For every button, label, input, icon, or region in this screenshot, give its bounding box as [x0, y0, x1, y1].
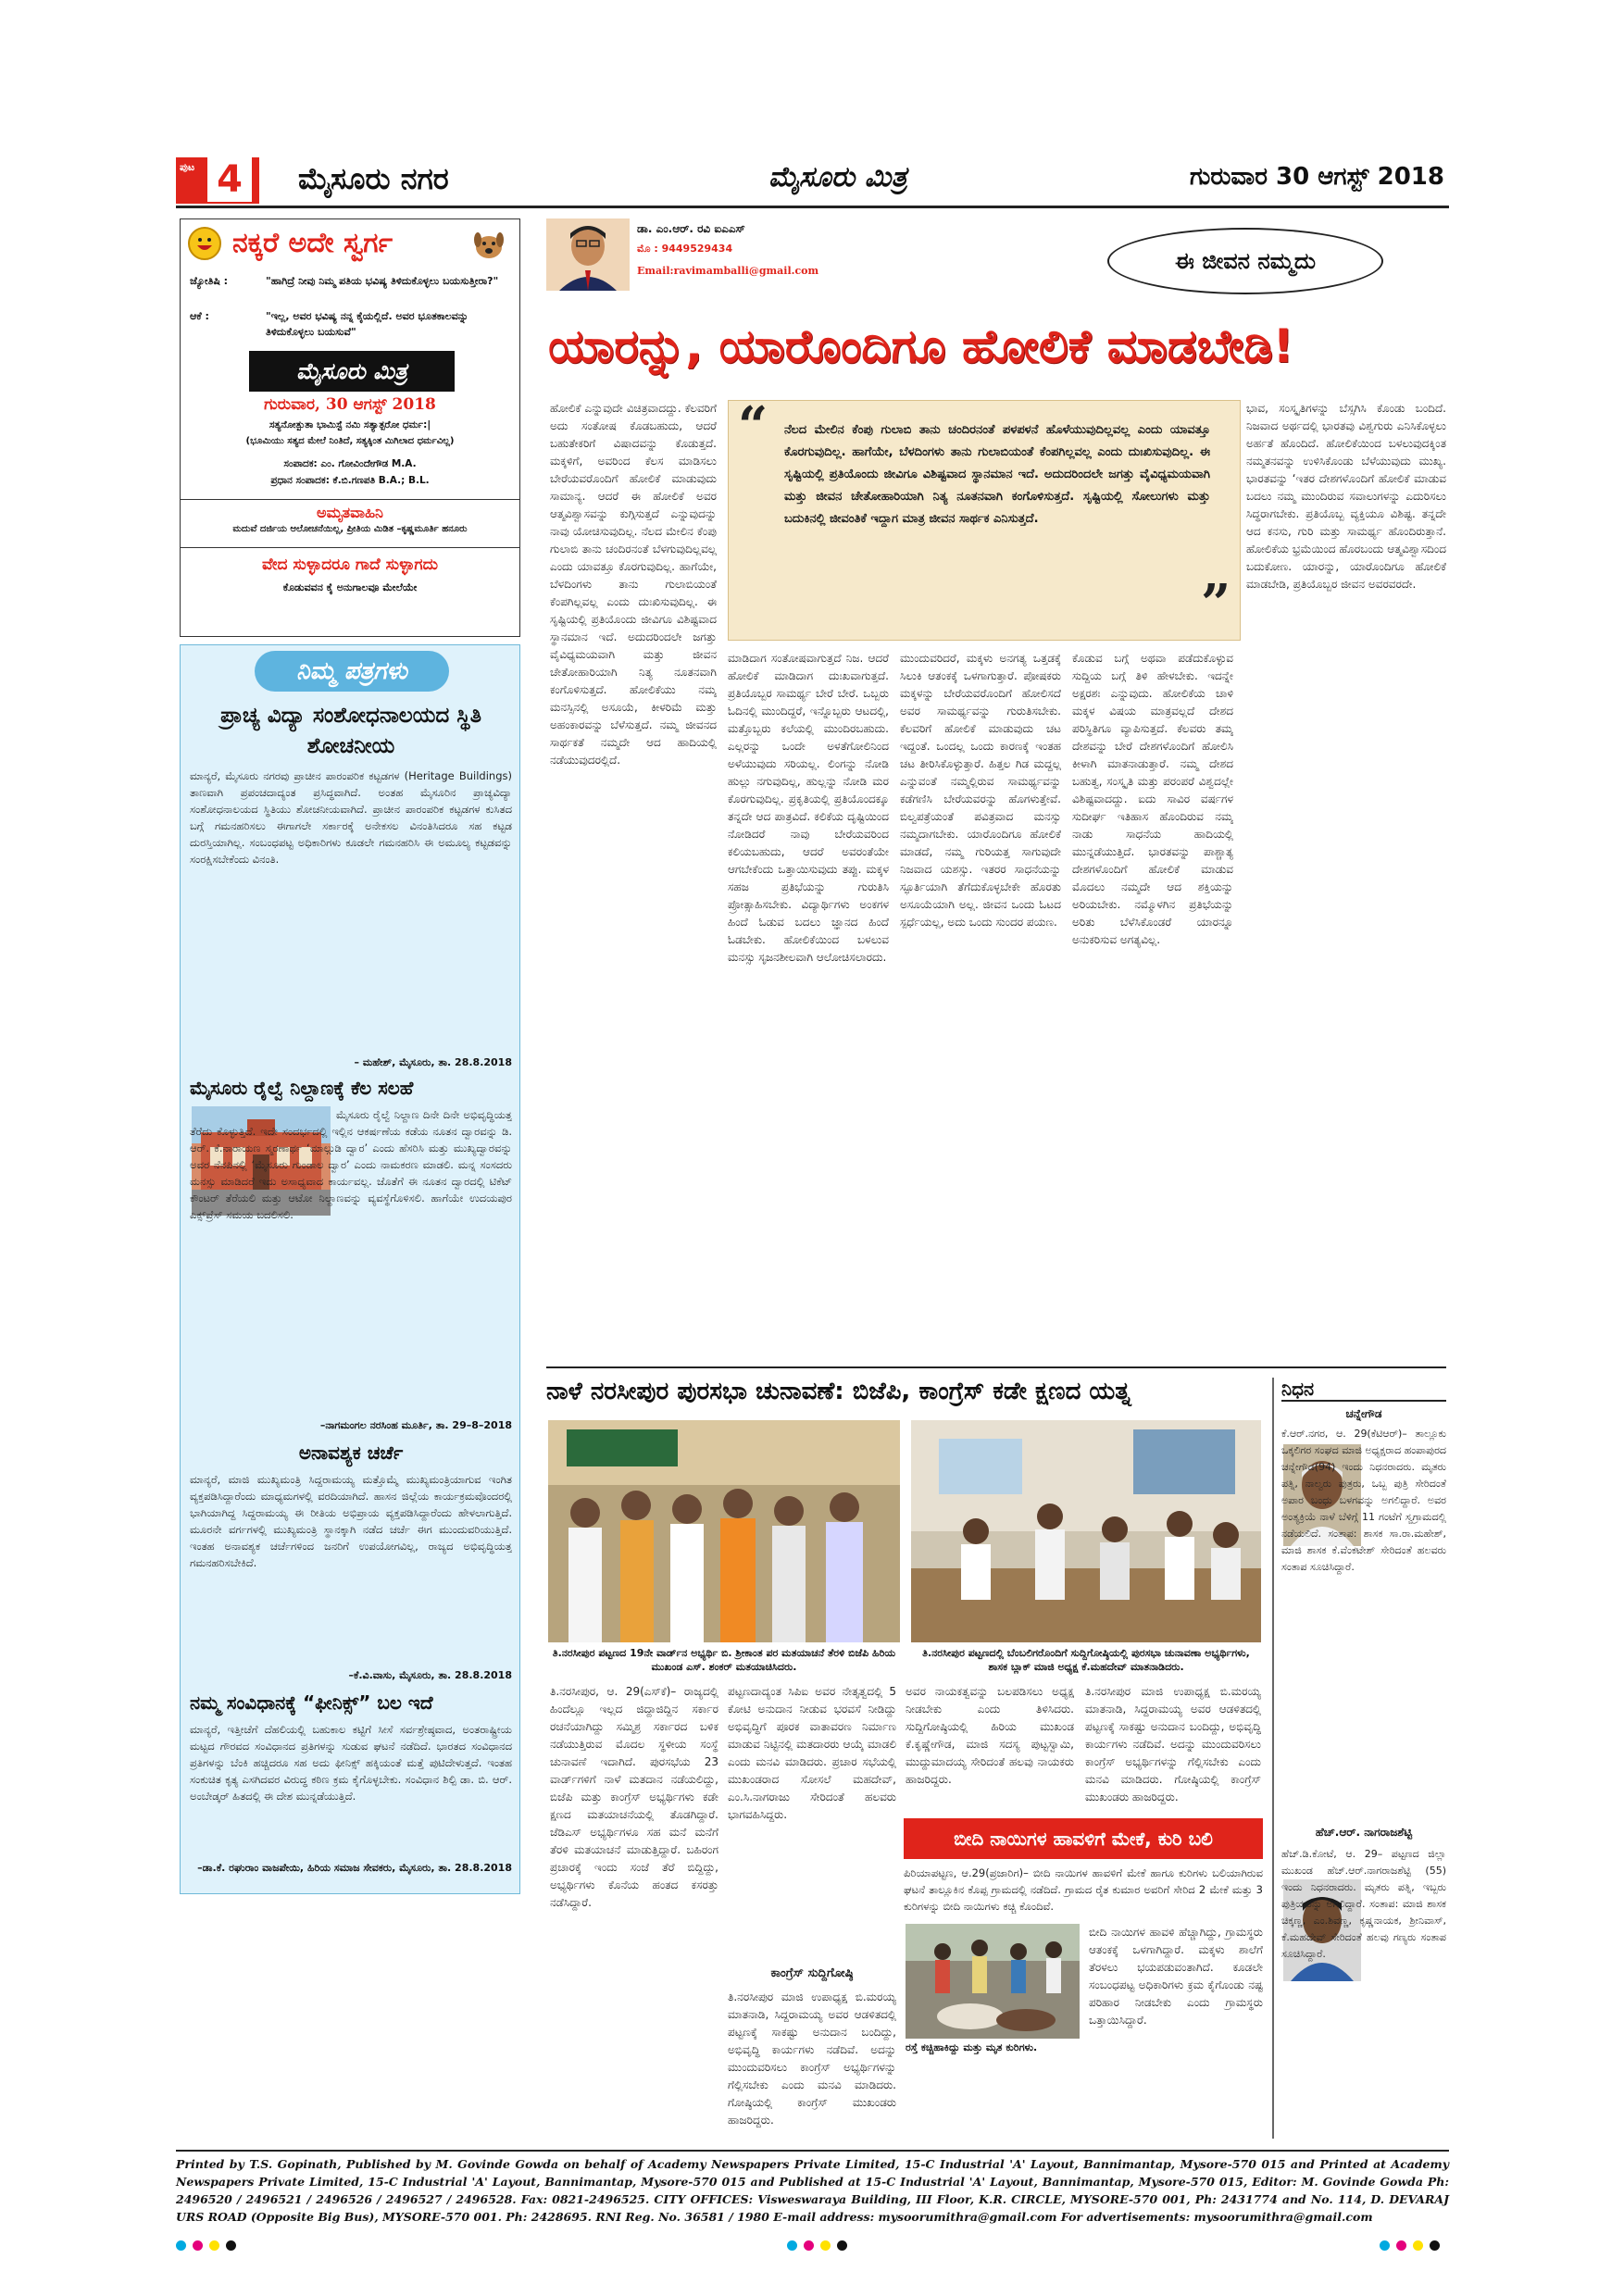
election-photo-left: [548, 1420, 900, 1642]
page-number-box: [176, 157, 259, 204]
black-dot: [226, 2240, 236, 2251]
amritavahini-title: ಅಮೃತವಾಹಿನಿ: [317, 504, 383, 521]
article-col-1: ಹೋಲಿಕೆ ಎನ್ನುವುದೇ ವಿಚಿತ್ರವಾದದ್ದು. ಕೆಲವರಿಗೆ ಅದು ಸಂತೋಷ ಕೊಡಬಹುದು, ಆದರೆ ಬಹುತೇಕರಿಗೆ ವಿಷಾದವನ್ನು ಕೊಡುತ್ತದೆ. ಮಕ್ಕಳಿಗೆ, ಅವರಿಂದ ಕೆಲಸ ಮಾಡಿಸಲು ಬೇರೆಯವರೊಂದಿಗೆ ಹೋಲಿಕೆ ಮಾಡುವುದು ಸಾಮಾನ್ಯ. ಆದರೆ ಈ ಹೋಲಿಕೆ ಅವರ ಆತ್ಮವಿಶ್ವಾಸವನ್ನು ಕುಗ್ಗಿಸುತ್ತದೆ ಎನ್ನುವುದನ್ನು ನಾವು ಯೋಚಿಸುವುದಿಲ್ಲ. ನೆಲದ ಮೇಲಿನ ಕೆಂಪು ಗುಲಾಬಿ ತಾನು ಚಂದಿರನಂತೆ ಬೆಳಗುವುದಿಲ್ಲವಲ್ಲ ಎಂದು ಯಾವತ್ತೂ ಕೊರಗುವುದಿಲ್ಲ. ಹಾಗೆಯೇ, ಬೆಳದಿಂಗಳು ತಾನು ಗುಲಾಬಿಯಂತೆ ಕೆಂಪಗಿಲ್ಲವಲ್ಲ ಎಂದು ದುಃಖಿಸುವುದಿಲ್ಲ. ಈ ಸೃಷ್ಟಿಯಲ್ಲಿ ಪ್ರತಿಯೊಂದು ಜೀವಿಗೂ ವಿಶಿಷ್ಟವಾದ ಸ್ಥಾನಮಾನ ಇದೆ. ಅದುದರಿಂದಲೇ ಜಗತ್ತು ವೈವಿಧ್ಯಮಯವಾಗಿ ಮತ್ತು ಜೀವನ ಚೇತೋಹಾರಿಯಾಗಿ ನಿತ್ಯ ನೂತನವಾಗಿ ಕಂಗೊಳಿಸುತ್ತದೆ. ಹೋಲಿಕೆಯು ನಮ್ಮ ಮನಸ್ಸಿನಲ್ಲಿ ಅಸೂಯೆ, ಕೀಳರಿಮೆ ಮತ್ತು ಅಹಂಕಾರವನ್ನು ಬೆಳೆಸುತ್ತದೆ. ನಮ್ಮ ಜೀವನದ ಸಾರ್ಥಕತೆ ನಮ್ಮದೇ ಆದ ಹಾದಿಯಲ್ಲಿ ನಡೆಯುವುದರಲ್ಲಿದೆ.: [550, 402, 717, 767]
letter-4-signature: –ಡಾ.ಕೆ. ರಘುರಾಂ ವಾಜಪೇಯಿ, ಹಿರಿಯ ಸಮಾಜ ಸೇವಕರು, ಮೈಸೂರು, ತಾ. 28.8.2018: [197, 1862, 512, 1874]
cyan-dot: [787, 2240, 797, 2251]
magenta-dot: [804, 2240, 814, 2251]
nakkare-box: [180, 218, 520, 637]
mini-masthead-date: ಗುರುವಾರ, 30 ಆಗಸ್ಟ್ 2018: [264, 395, 436, 414]
cyan-dot: [176, 2240, 186, 2251]
mini-masthead-box: [249, 351, 455, 392]
header-rule: [176, 206, 1449, 208]
letter-2-title: ಮೈಸೂರು ರೈಲ್ವೆ ನಿಲ್ದಾಣಕ್ಕೆ ಕೆಲ ಸಲಹೆ: [190, 1077, 414, 1099]
author-name: ಡಾ. ಎಂ.ಆರ್. ರವಿ ಐಎಎಸ್: [637, 222, 745, 235]
chief-editor-line: ಪ್ರಧಾನ ಸಂಪಾದಕ: ಕೆ.ಬಿ.ಗಣಪತಿ B.A.; B.L.: [270, 475, 430, 486]
letter-3-title: ಅನಾವಶ್ಯಕ ಚರ್ಚೆ: [298, 1441, 404, 1464]
vedasullu-box: [181, 547, 519, 637]
election-col-1: ತಿ.ನರಸೀಪುರ, ಆ. 29(ಎಸ್‌ಕೆ)– ರಾಜ್ಯದಲ್ಲಿ ಹಿಂದೆಲ್ಲೂ ಇಲ್ಲದ ಜಿದ್ದಾಜಿದ್ದಿನ ಸರ್ಕಾರ ರಚನೆಯಾಗಿದ್ದು ಸಮ್ಮಿಶ್ರ ಸರ್ಕಾರದ ಬಳಿಕ ನಡೆಯುತ್ತಿರುವ ಮೊದಲ ಸ್ಥಳೀಯ ಸಂಸ್ಥೆ ಚುನಾವಣೆ ಇದಾಗಿದೆ. ಪುರಸಭೆಯ 23 ವಾರ್ಡ್‌ಗಳಿಗೆ ನಾಳೆ ಮತದಾನ ನಡೆಯಲಿದ್ದು, ಬಿಜೆಪಿ ಮತ್ತು ಕಾಂಗ್ರೆಸ್ ಅಭ್ಯರ್ಥಿಗಳು ಕಡೇ ಕ್ಷಣದ ಮತಯಾಚನೆಯಲ್ಲಿ ತೊಡಗಿದ್ದಾರೆ. ಜೆಡಿಎಸ್ ಅಭ್ಯರ್ಥಿಗಳೂ ಸಹ ಮನೆ ಮನೆಗೆ ತೆರಳಿ ಮತಯಾಚನೆ ಮಾಡುತ್ತಿದ್ದಾರೆ. ಬಹಿರಂಗ ಪ್ರಚಾರಕ್ಕೆ ಇಂದು ಸಂಜೆ ತೆರೆ ಬಿದ್ದಿದ್ದು, ಅಭ್ಯರ್ಥಿಗಳು ಕೊನೆಯ ಹಂತದ ಕಸರತ್ತು ನಡೆಸಿದ್ದಾರೆ.: [550, 1685, 718, 1909]
nakkare-title: ನಕ್ಕರೆ ಅದೇ ಸ್ವರ್ಗ: [232, 227, 394, 259]
election-col-4: ಅವರ ನಾಯಕತ್ವವನ್ನು ಬಲಪಡಿಸಲು ಅಧ್ಯಕ್ಷ ನೀಡಬೇಕು ಎಂದು ತಿಳಿಸಿದರು. ಸುದ್ದಿಗೋಷ್ಠಿಯಲ್ಲಿ ಹಿರಿಯ ಮುಖಂಡ ಕೆ.ಕೃಷ್ಣೇಗೌಡ, ಮಾಜಿ ಸದಸ್ಯ ಪುಟ್ಟಸ್ವಾಮಿ, ಮುದ್ದುಮಾದಯ್ಯ ಸೇರಿದಂತೆ ಹಲವು ನಾಯಕರು ಹಾಜರಿದ್ದರು.: [906, 1685, 1074, 1786]
author-photo: [546, 218, 630, 291]
bidi-caption: ರಸ್ತೆ ಕಚ್ಚಿಹಾಕಿದ್ದು ಮತ್ತು ಮೃತ ಕುರಿಗಳು.: [906, 2041, 1038, 2053]
black-dot: [837, 2240, 847, 2251]
mini-masthead-name: ಮೈಸೂರು ಮಿತ್ರ: [296, 358, 407, 384]
section-title: ಮೈಸೂರು ನಗರ: [298, 161, 449, 196]
close-quote-icon: ”: [1201, 573, 1231, 634]
joke-question: "ಹಾಗಿದ್ರೆ ನೀವು ನಿಮ್ಮ ಪತಿಯ ಭವಿಷ್ಯ ತಿಳಿದುಕೊಳ್ಳಲು ಬಯಸುತ್ತೀರಾ?": [266, 275, 499, 287]
motto-line-1: ಸತ್ಯನೋತ್ಪುತಾ ಭಾಮಿಸ್ಟೆ ನಮಿ ಸತ್ಯಾತ್ಪರೋ ಧರ್ಮ:|: [269, 419, 431, 430]
election-col-3: ತಿ.ನರಸೀಪುರ ಮಾಜಿ ಉಪಾಧ್ಯಕ್ಷ ಬಿ.ಮರಯ್ಯ ಮಾತನಾಡಿ, ಸಿದ್ದರಾಮಯ್ಯ ಅವರ ಆಡಳಿತದಲ್ಲಿ ಪಟ್ಟಣಕ್ಕೆ ಸಾಕಷ್ಟು ಅನುದಾನ ಬಂದಿದ್ದು, ಅಭಿವೃದ್ಧಿ ಕಾರ್ಯಗಳು ನಡೆದಿವೆ. ಅದನ್ನು ಮುಂದುವರಿಸಲು ಕಾಂಗ್ರೆಸ್ ಅಭ್ಯರ್ಥಿಗಳನ್ನು ಗೆಲ್ಲಿಸಬೇಕು ಎಂದು ಮನವಿ ಮಾಡಿದರು. ಗೋಷ್ಠಿಯಲ್ಲಿ ಕಾಂಗ್ರೆಸ್ ಮುಖಂಡರು ಹಾಜರಿದ್ದರು.: [728, 1990, 896, 2127]
letter-1-title: ಪ್ರಾಚ್ಯ ವಿದ್ಯಾ ಸಂಶೋಧನಾಲಯದ ಸ್ಥಿತಿ ಶೋಚನೀಯ: [220, 704, 481, 758]
laugh-icon: [188, 227, 221, 260]
letter-3-body: ಮಾನ್ಯರೆ, ಮಾಜಿ ಮುಖ್ಯಮಂತ್ರಿ ಸಿದ್ದರಾಮಯ್ಯ ಮತ್ತೊಮ್ಮೆ ಮುಖ್ಯಮಂತ್ರಿಯಾಗುವ ಇಂಗಿತ ವ್ಯಕ್ತಪಡಿಸಿದ್ದಾರೆಂದು ಮಾಧ್ಯಮಗಳಲ್ಲಿ ವರದಿಯಾಗಿದೆ. ಹಾಸನ ಜಿಲ್ಲೆಯ ಕಾರ್ಯಕ್ರಮವೊಂದರಲ್ಲಿ ಭಾಗಿಯಾಗಿದ್ದ ಸಿದ್ದರಾಮಯ್ಯ ಈ ರೀತಿಯ ಅಭಿಪ್ರಾಯ ವ್ಯಕ್ತಪಡಿಸಿದ್ದಾರೆಂದು ಹೇಳಲಾಗುತ್ತಿದೆ. ಮೂರನೇ ವರ್ಗಗಳಲ್ಲಿ ಮುಖ್ಯಮಂತ್ರಿ ಸ್ಥಾನಕ್ಕಾಗಿ ನಡೆದ ಚರ್ಚೆ ಈಗ ಮುಂದುವರಿಯುತ್ತಿದೆ. ಇಂತಹ ಅನಾವಶ್ಯಕ ಚರ್ಚೆಗಳಿಂದ ಜನರಿಗೆ ಉಪಯೋಗವಿಲ್ಲ, ರಾಜ್ಯದ ಅಭಿವೃದ್ಧಿಯತ್ತ ಗಮನಹರಿಸಬೇಕಿದೆ.: [190, 1473, 512, 1569]
dog-icon: [469, 225, 508, 264]
election-col-2: ಪಟ್ಟಣದಾದ್ಯಂತ ಸಿಪಿಐ ಅವರ ನೇತೃತ್ವದಲ್ಲಿ 5 ಕೋಟಿ ಅನುದಾನ ನೀಡುವ ಭರವಸೆ ನೀಡಿದ್ದು ಅಭಿವೃದ್ಧಿಗೆ ಪೂರಕ ವಾತಾವರಣ ನಿರ್ಮಾಣ ಮಾಡುವ ನಿಟ್ಟಿನಲ್ಲಿ ಮತದಾರರು ಆಯ್ಕೆ ಮಾಡಲಿ ಎಂದು ಮನವಿ ಮಾಡಿದರು. ಪ್ರಚಾರ ಸಭೆಯಲ್ಲಿ ಮುಖಂಡರಾದ ಸೋಸಲೆ ಮಹದೇವ್, ಎಂ.ಸಿ.ನಾಗರಾಜು ಸೇರಿದಂತೆ ಹಲವರು ಭಾಗವಹಿಸಿದ್ದರು.: [728, 1685, 896, 1821]
nidhana-rule: [1272, 1378, 1274, 2139]
author-email: Email:ravimamballi@gmail.com: [637, 265, 819, 277]
pullquote-box: [728, 395, 1241, 641]
article-col-4: ಕೊಡುವ ಬಗ್ಗೆ ಅಥವಾ ಪಡೆದುಕೊಳ್ಳುವ ಸುದ್ದಿಯ ಬಗ್ಗೆ ತಿಳಿ ಹೇಳಬೇಕು. ಇದನ್ನೇ ಅಕ್ಷರಶಃ ಎನ್ನುವುದು. ಹೋಲಿಕೆಯ ಚಾಳಿ ಮಕ್ಕಳ ವಿಷಯ ಮಾತ್ರವಲ್ಲದೆ ದೇಶದ ಪರಿಸ್ಥಿತಿಗೂ ವ್ಯಾಪಿಸುತ್ತದೆ. ಕೆಲವರು ತಮ್ಮ ದೇಶವನ್ನು ಬೇರೆ ದೇಶಗಳೊಂದಿಗೆ ಹೋಲಿಸಿ ಕೀಳಾಗಿ ಮಾತನಾಡುತ್ತಾರೆ. ನಮ್ಮ ದೇಶದ ಬಹುತ್ವ, ಸಂಸ್ಕೃತಿ ಮತ್ತು ಪರಂಪರೆ ವಿಶ್ವದಲ್ಲೇ ವಿಶಿಷ್ಟವಾದದ್ದು. ಐದು ಸಾವಿರ ವರ್ಷಗಳ ಸುದೀರ್ಘ ಇತಿಹಾಸ ಹೊಂದಿರುವ ನಮ್ಮ ನಾಡು ಸಾಧನೆಯ ಹಾದಿಯಲ್ಲಿ ಮುನ್ನಡೆಯುತ್ತಿದೆ. ಭಾರತವನ್ನು ಪಾಶ್ಚಾತ್ಯ ದೇಶಗಳೊಂದಿಗೆ ಹೋಲಿಕೆ ಮಾಡುವ ಮೊದಲು ನಮ್ಮದೇ ಆದ ಶಕ್ತಿಯನ್ನು ಅರಿಯಬೇಕು. ನಮ್ಮೊಳಗಿನ ಪ್ರತಿಭೆಯನ್ನು ಅರಿತು ಬೆಳೆಸಿಕೊಂಡರೆ ಯಾರನ್ನೂ ಅನುಕರಿಸುವ ಅಗತ್ಯವಿಲ್ಲ.: [1072, 652, 1233, 946]
nidhana-heading: ನಿಧನ: [1281, 1378, 1446, 1402]
article-col-2: ಮಾಡಿದಾಗ ಸಂತೋಷವಾಗುತ್ತದೆ ನಿಜ. ಆದರೆ ಹೋಲಿಕೆ ಮಾಡಿದಾಗ ದುಃಖವಾಗುತ್ತದೆ. ಪ್ರತಿಯೊಬ್ಬರ ಸಾಮರ್ಥ್ಯ ಬೇರೆ ಬೇರೆ. ಒಬ್ಬರು ಓದಿನಲ್ಲಿ ಮುಂದಿದ್ದರೆ, ಇನ್ನೊಬ್ಬರು ಆಟದಲ್ಲಿ, ಮತ್ತೊಬ್ಬರು ಕಲೆಯಲ್ಲಿ ಮುಂದಿರಬಹುದು. ಎಲ್ಲರನ್ನು ಒಂದೇ ಅಳತೆಗೋಲಿನಿಂದ ಅಳೆಯುವುದು ಸರಿಯಲ್ಲ. ಲಿಂಗನ್ನು ನೋಡಿ ಹುಲ್ಲು ನಗುವುದಿಲ್ಲ, ಹುಲ್ಲನ್ನು ನೋಡಿ ಮರ ಕೊರಗುವುದಿಲ್ಲ. ಪ್ರಕೃತಿಯಲ್ಲಿ ಪ್ರತಿಯೊಂದಕ್ಕೂ ತನ್ನದೇ ಆದ ಪಾತ್ರವಿದೆ. ಕಲಿಕೆಯ ದೃಷ್ಟಿಯಿಂದ ನೋಡಿದರೆ ನಾವು ಬೇರೆಯವರಿಂದ ಕಲಿಯಬಹುದು, ಆದರೆ ಅವರಂತೆಯೇ ಆಗಬೇಕೆಂದು ಒತ್ತಾಯಿಸುವುದು ತಪ್ಪು. ಮಕ್ಕಳ ಸಹಜ ಪ್ರತಿಭೆಯನ್ನು ಗುರುತಿಸಿ ಪ್ರೋತ್ಸಾಹಿಸಬೇಕು. ವಿದ್ಯಾರ್ಥಿಗಳು ಅಂಕಗಳ ಹಿಂದೆ ಓಡುವ ಬದಲು ಜ್ಞಾನದ ಹಿಂದೆ ಓಡಬೇಕು. ಹೋಲಿಕೆಯಿಂದ ಬಳಲುವ ಮನಸ್ಸು ಸೃಜನಶೀಲವಾಗಿ ಆಲೋಚಿಸಲಾರದು.: [728, 652, 889, 964]
obit-2-text: ಹೆಚ್.ಡಿ.ಕೋಟೆ, ಆ. 29– ಪಟ್ಟಣದ ಜಿಲ್ಲಾ ಮುಖಂಡ ಹೆಚ್.ಆರ್.ನಾಗರಾಜಶೆಟ್ಟಿ (55) ಇಂದು ನಿಧನರಾದರು. ಮೃತರು ಪತ್ನಿ, ಇಬ್ಬರು ಪುತ್ರಿಯರನ್ನು ಅಗಲಿದ್ದಾರೆ. ಸಂತಾಪ: ಮಾಜಿ ಶಾಸಕ ಚಿಕ್ಕಣ್ಣ, ಎಂ.ಶಿವಣ್ಣ, ಕೃಷ್ಣನಾಯಕ, ಶ್ರೀನಿವಾಸ್, ಕೆ.ಮಹದೇವ್ ಸೇರಿದಂತೆ ಹಲವು ಗಣ್ಯರು ಸಂತಾಪ ಸೂಚಿಸಿದ್ದಾರೆ.: [1281, 1848, 1446, 1960]
bidi-photo: [906, 1924, 1080, 2039]
header-date: ಗುರುವಾರ 30 ಆಗಸ್ಟ್ 2018: [1189, 163, 1444, 191]
main-headline: ಯಾರನ್ನು, ಯಾರೊಂದಿಗೂ ಹೋಲಿಕೆ ಮಾಡಬೇಡಿ!: [548, 319, 1294, 373]
obit-1-text: ಕೆ.ಆರ್.ನಗರ, ಆ. 29(ಕೆಟಿಆರ್)– ತಾಲ್ಲೂಕು ಒಕ್ಕಲಿಗರ ಸಂಘದ ಮಾಜಿ ಅಧ್ಯಕ್ಷರಾದ ಹಂಪಾಪುರದ ಚನ್ನೇಗೌಡ(94) ಇಂದು ನಿಧನರಾದರು. ಮೃತರು ಪತ್ನಿ, ನಾಲ್ವರು ಪುತ್ರರು, ಒಬ್ಬ ಪುತ್ರಿ ಸೇರಿದಂತೆ ಅಪಾರ ಬಂಧು ಬಳಗವನ್ನು ಅಗಲಿದ್ದಾರೆ. ಅವರ ಅಂತ್ಯಕ್ರಿಯೆ ನಾಳೆ ಬೆಳಿಗ್ಗೆ 11 ಗಂಟೆಗೆ ಸ್ವಗ್ರಾಮದಲ್ಲಿ ನಡೆಯಲಿದೆ. ಸಂತಾಪ: ಶಾಸಕ ಸಾ.ರಾ.ಮಹೇಶ್, ಮಾಜಿ ಶಾಸಕ ಕೆ.ವೆಂಕಟೇಶ್ ಸೇರಿದಂತೆ ಹಲವರು ಸಂತಾಪ ಸೂಚಿಸಿದ್ದಾರೆ.: [1281, 1428, 1446, 1573]
column-title: ಈ ಜೀವನ ನಮ್ಮದು: [1175, 248, 1316, 274]
vedasullu-title: ವೇದ ಸುಳ್ಳಾದರೂ ಗಾದೆ ಸುಳ್ಳಾಗದು: [262, 555, 438, 574]
black-dot: [1430, 2240, 1440, 2251]
cyan-dot: [1380, 2240, 1390, 2251]
joke-question-label: ಜ್ಯೋತಿಷಿ :: [190, 275, 229, 287]
letters-heading-banner: [255, 651, 449, 692]
letter-2-signature: –ನಾಗಮಂಗಲ ನರಸಿಂಹ ಮೂರ್ತಿ, ತಾ. 29–8–2018: [319, 1419, 512, 1431]
election-headline: ನಾಳೆ ನರಸೀಪುರ ಪುರಸಭಾ ಚುನಾವಣೆ: ಬಿಜೆಪಿ, ಕಾಂಗ್ರೆಸ್ ಕಡೇ ಕ್ಷಣದ ಯತ್ನ: [546, 1378, 1131, 1405]
bidi-headline-bar: [904, 1818, 1263, 1859]
obit-1-name: ಚನ್ನೇಗೌಡ: [1345, 1407, 1382, 1420]
letter-4-title: ನಮ್ಮ ಸಂವಿಧಾನಕ್ಕೆ “ಫೀನಿಕ್ಸ್” ಬಲ ಇದೆ: [190, 1691, 433, 1714]
yellow-dot: [209, 2240, 219, 2251]
letter-3-signature: –ಕೆ.ವಿ.ವಾಸು, ಮೈಸೂರು, ತಾ. 28.8.2018: [348, 1669, 512, 1681]
yellow-dot: [820, 2240, 831, 2251]
letter-1-body: ಮಾನ್ಯರೆ, ಮೈಸೂರು ನಗರವು ಪ್ರಾಚೀನ ಪಾರಂಪರಿಕ ಕಟ್ಟಡಗಳ (Heritage Buildings) ತಾಣವಾಗಿ ಪ್ರಪಂಚದಾದ್ಯಂತ ಪ್ರಸಿದ್ಧವಾಗಿದೆ. ಅಂತಹ ಮೈಸೂರಿನ ಪ್ರಾಚ್ಯವಿದ್ಯಾ ಸಂಶೋಧನಾಲಯದ ಸ್ಥಿತಿಯು ಶೋಚನೀಯವಾಗಿದೆ. ಪ್ರಾಚೀನ ಪಾರಂಪರಿಕ ಕಟ್ಟಡಗಳ ಕುಸಿತದ ಬಗ್ಗೆ ಗಮನಹರಿಸಲು ಈಗಾಗಲೇ ಸರ್ಕಾರಕ್ಕೆ ಅನೇಕಸಲ ವಿನಂತಿಸಿದರೂ ಸಹ ಕಟ್ಟಡ ದುರಸ್ತಿಯಾಗಿಲ್ಲ. ಸಂಬಂಧಪಟ್ಟ ಅಧಿಕಾರಿಗಳು ಕೂಡಲೇ ಗಮನಹರಿಸಿ ಈ ಅಮೂಲ್ಯ ಕಟ್ಟಡವನ್ನು ಸಂರಕ್ಷಿಸಬೇಕೆಂದು ವಿನಂತಿ.: [190, 769, 512, 866]
page-number: 4: [207, 157, 252, 202]
election-col-5: ತಿ.ನರಸೀಪುರ ಮಾಜಿ ಉಪಾಧ್ಯಕ್ಷ ಬಿ.ಮರಯ್ಯ ಮಾತನಾಡಿ, ಸಿದ್ದರಾಮಯ್ಯ ಅವರ ಆಡಳಿತದಲ್ಲಿ ಪಟ್ಟಣಕ್ಕೆ ಸಾಕಷ್ಟು ಅನುದಾನ ಬಂದಿದ್ದು, ಅಭಿವೃದ್ಧಿ ಕಾರ್ಯಗಳು ನಡೆದಿವೆ. ಅದನ್ನು ಮುಂದುವರಿಸಲು ಕಾಂಗ್ರೆಸ್ ಅಭ್ಯರ್ಥಿಗಳನ್ನು ಗೆಲ್ಲಿಸಬೇಕು ಎಂದು ಮನವಿ ಮಾಡಿದರು. ಗೋಷ್ಠಿಯಲ್ಲಿ ಕಾಂಗ್ರೆಸ್ ಮುಖಂಡರು ಹಾಜರಿದ್ದರು.: [1085, 1685, 1261, 1803]
joke-answer-label: ಆಕೆ :: [190, 310, 209, 322]
letters-heading: ನಿಮ್ಮ ಪತ್ರಗಳು: [296, 657, 407, 685]
yellow-dot: [1413, 2240, 1423, 2251]
bidi-lead: ಪಿರಿಯಾಪಟ್ಟಣ, ಆ.29(ಪ್ರಜಾರಿಗ)– ಬೀದಿ ನಾಯಿಗಳ ಹಾವಳಿಗೆ ಮೇಕೆ ಹಾಗೂ ಕುರಿಗಳು ಬಲಿಯಾಗಿರುವ ಘಟನೆ ತಾಲ್ಲೂಕಿನ ಕೊಪ್ಪ ಗ್ರಾಮದಲ್ಲಿ ನಡೆದಿದೆ. ಗ್ರಾಮದ ರೈತ ಕುಮಾರ ಅವರಿಗೆ ಸೇರಿದ 2 ಮೇಕೆ ಮತ್ತು 3 ಕುರಿಗಳನ್ನು ಬೀದಿ ನಾಯಿಗಳು ಕಚ್ಚಿ ಕೊಂದಿವೆ.: [904, 1866, 1263, 1913]
letter-4-body: ಮಾನ್ಯರೆ, ಇತ್ತೀಚೆಗೆ ದೆಹಲಿಯಲ್ಲಿ ಬಹುಕಾಲ ಕಟ್ಟಿಗೆ ಸೀಸೆ ಸರ್ವಶ್ರೇಷ್ಠವಾದ, ಅಂತರಾಷ್ಟ್ರೀಯ ಮಟ್ಟದ ಗೌರವದ ಸಂವಿಧಾನದ ಪ್ರತಿಗಳನ್ನು ಸುಡುವ ಘಟನೆ ನಡೆದಿದೆ. ಭಾರತದ ಸಂವಿಧಾನದ ಪ್ರತಿಗಳನ್ನು ಬೆಂಕಿ ಹಚ್ಚಿದರೂ ಸಹ ಅದು ಫೀನಿಕ್ಸ್ ಹಕ್ಕಿಯಂತೆ ಮತ್ತೆ ಪುಟಿದೇಳುತ್ತದೆ. ಇಂತಹ ಸಂಕುಚಿತ ಕೃತ್ಯ ಎಸಗಿದವರ ವಿರುದ್ಧ ಕಠಿಣ ಕ್ರಮ ಕೈಗೊಳ್ಳಬೇಕು. ಸಂವಿಧಾನ ಶಿಲ್ಪಿ ಡಾ. ಬಿ. ಆರ್. ಅಂಬೇಡ್ಕರ್ ಹಿತದಲ್ಲಿ ಈ ದೇಶ ಮುನ್ನಡೆಯುತ್ತಿದೆ.: [190, 1723, 512, 1803]
amritavahini-text: ಮದುವೆ ದರ್ಜಿಯ ಆಲೋಚನೆಯಿಲ್ಲ, ಪ್ರೀತಿಯ ಮಿಡಿತ –ಕೃಷ್ಣಮೂರ್ತಿ ಹನೂರು: [232, 524, 468, 534]
letter-1-signature: – ಮಹೇಶ್, ಮೈಸೂರು, ತಾ. 28.8.2018: [354, 1056, 512, 1068]
election-subhead: ಕಾಂಗ್ರೆಸ್ ಸುದ್ದಿಗೋಷ್ಠಿ: [770, 1966, 854, 1980]
registration-dots-right: [1380, 2237, 1446, 2254]
pullquote-text: ನೆಲದ ಮೇಲಿನ ಕೆಂಪು ಗುಲಾಬಿ ತಾನು ಚಂದಿರನಂತೆ ಪಳಪಳನೆ ಹೊಳೆಯುವುದಿಲ್ಲವಲ್ಲ ಎಂದು ಯಾವತ್ತೂ ಕೊರಗುವುದಿಲ್ಲ. ಹಾಗೆಯೇ, ಬೆಳದಿಂಗಳು ತಾನು ಗುಲಾಬಿಯಂತೆ ಕೆಂಪಗಿಲ್ಲವಲ್ಲ ಎಂದು ದುಃಖಿಸುವುದಿಲ್ಲ. ಈ ಸೃಷ್ಟಿಯಲ್ಲಿ ಪ್ರತಿಯೊಂದು ಜೀವಿಗೂ ವಿಶಿಷ್ಟವಾದ ಸ್ಥಾನಮಾನ ಇದೆ. ಅದುದರಿಂದಲೇ ಜಗತ್ತು ವೈವಿಧ್ಯಮಯವಾಗಿ ಮತ್ತು ಜೀವನ ಚೇತೋಹಾರಿಯಾಗಿ ನಿತ್ಯ ನೂತನವಾಗಿ ಕಂಗೊಳಿಸುತ್ತದೆ. ಸೃಷ್ಟಿಯಲ್ಲಿ ಸೋಲುಗಳು ಮತ್ತು ಬದುಕಿನಲ್ಲಿ ಜೀವಂತಿಕೆ ಇದ್ದಾಗ ಮಾತ್ರ ಜೀವನ ಸಾರ್ಥಕ ಎನಿಸುತ್ತದೆ.: [784, 423, 1210, 526]
column-title-oval: [1107, 228, 1383, 294]
registration-dots-left: [176, 2237, 243, 2254]
article-bottom-rule: [546, 1366, 1446, 1368]
article-col-5: ಭಾವ, ಸಂಸ್ಕೃತಿಗಳನ್ನು ಬೆಸ್ಸಗಿಸಿ ಕೊಂಡು ಬಂದಿದೆ. ನಿಜವಾದ ಅರ್ಥದಲ್ಲಿ ಭಾರತವು ವಿಶ್ವಗುರು ಎನಿಸಿಕೊಳ್ಳಲು ಅರ್ಹತೆ ಹೊಂದಿದೆ. ಹೋಲಿಕೆಯಿಂದ ಬಳಲುವುದಕ್ಕಿಂತ ನಮ್ಮತನವನ್ನು ಉಳಿಸಿಕೊಂಡು ಬೆಳೆಯುವುದು ಮುಖ್ಯ. ಭಾರತವನ್ನು ‘ಇತರ ದೇಶಗಳೊಂದಿಗೆ ಹೋಲಿಕೆ ಮಾಡುವ ಬದಲು ನಮ್ಮ ಮುಂದಿರುವ ಸವಾಲುಗಳನ್ನು ಎದುರಿಸಲು ಸಿದ್ಧರಾಗಬೇಕು. ಪ್ರತಿಯೊಬ್ಬ ವ್ಯಕ್ತಿಯೂ ವಿಶಿಷ್ಟ. ತನ್ನದೇ ಆದ ಕನಸು, ಗುರಿ ಮತ್ತು ಸಾಮರ್ಥ್ಯ ಹೊಂದಿರುತ್ತಾನೆ. ಹೋಲಿಕೆಯ ಭ್ರಮೆಯಿಂದ ಹೊರಬಂದು ಆತ್ಮವಿಶ್ವಾಸದಿಂದ ಬದುಕೋಣ. ಯಾರನ್ನು, ಯಾರೊಂದಿಗೂ ಹೋಲಿಕೆ ಮಾಡಬೇಡಿ, ಪ್ರತಿಯೊಬ್ಬರ ಜೀವನ ಅವರವರದೇ.: [1246, 402, 1446, 591]
bidi-body: ಬೀದಿ ನಾಯಿಗಳ ಹಾವಳಿ ಹೆಚ್ಚಾಗಿದ್ದು, ಗ್ರಾಮಸ್ಥರು ಆತಂಕಕ್ಕೆ ಒಳಗಾಗಿದ್ದಾರೆ. ಮಕ್ಕಳು ಶಾಲೆಗೆ ತೆರಳಲು ಭಯಪಡುವಂತಾಗಿದೆ. ಕೂಡಲೇ ಸಂಬಂಧಪಟ್ಟ ಅಧಿಕಾರಿಗಳು ಕ್ರಮ ಕೈಗೊಂಡು ನಷ್ಟ ಪರಿಹಾರ ನೀಡಬೇಕು ಎಂದು ಗ್ರಾಮಸ್ಥರು ಒತ್ತಾಯಿಸಿದ್ದಾರೆ.: [1089, 1926, 1263, 2027]
obit-2-name: ಹೆಚ್.ಆರ್. ನಾಗರಾಜಶೆಟ್ಟಿ: [1315, 1826, 1413, 1839]
footer-imprint: Printed by T.S. Gopinath, Published by M. Govinde Gowda on behalf of Academy Newspapers Private Limited, 15-C Industrial 'A' Layout, Bannimantap, Mysore-570 015 and Printed at Academy Newspapers Private Limited, 15-C Industrial 'A' Layout, Bannimantap, Mysore-570 015 and Published at 15-C Industrial 'A' Layout, Bannimantap, Mysore-570 015, Editor: M. Govinde Gowda Ph: 2496520 / 2496521 / 2496526 / 2496527 / 2496528. Fax: 0821-2496525. CITY OFFICES: Visweswaraya Building, III Floor, K.R. CIRCLE, MYSORE-570 001, Ph: 2431774 and No. 114, D. DEVARAJ URS ROAD (Opposite Big Bus), MYSORE-570 001. Ph: 2428695. RNI Reg. No. 36581 / 1980 E-mail address: mysoorumithra@gmail.com For advertisements: mysoorumithra@gmail.com: [176, 2157, 1449, 2224]
election-photo-right: [911, 1420, 1261, 1642]
election-caption-left: ತಿ.ನರಸೀಪುರ ಪಟ್ಟಣದ 19ನೇ ವಾರ್ಡ್‌ನ ಅಭ್ಯರ್ಥಿ ಬಿ. ಶ್ರೀಕಾಂತ ಪರ ಮತಯಾಚನೆ ತೆರಳಿ ಬಿಜೆಪಿ ಹಿರಿಯ ಮುಖಂಡ ಎಸ್. ಶಂಕರ್ ಮತಯಾಚಿಸಿದರು.: [552, 1647, 896, 1673]
election-caption-right: ತಿ.ನರಸೀಪುರ ಪಟ್ಟಣದಲ್ಲಿ ಬೆಂಬಲಿಗರೊಂದಿಗೆ ಸುದ್ದಿಗೋಷ್ಠಿಯಲ್ಲಿ ಪುರಸಭಾ ಚುನಾವಣಾ ಅಭ್ಯರ್ಥಿಗಳು, ಶಾಸಕ ಬ್ಲಾಕ್ ಮಾಜಿ ಅಧ್ಯಕ್ಷ ಕೆ.ಮಹದೇವ್ ಮಾತನಾಡಿದರು.: [922, 1647, 1250, 1673]
article-col-3: ಮುಂದುವರಿದರೆ, ಮಕ್ಕಳು ಅನಗತ್ಯ ಒತ್ತಡಕ್ಕೆ ಸಿಲುಕಿ ಆತಂಕಕ್ಕೆ ಒಳಗಾಗುತ್ತಾರೆ. ಪೋಷಕರು ಮಕ್ಕಳನ್ನು ಬೇರೆಯವರೊಂದಿಗೆ ಹೋಲಿಸದೆ ಅವರ ಸಾಮರ್ಥ್ಯವನ್ನು ಗುರುತಿಸಬೇಕು. ಕೆಲವರಿಗೆ ಹೋಲಿಕೆ ಮಾಡುವುದು ಚಟ ಇದ್ದಂತೆ. ಒಂದಲ್ಲ ಒಂದು ಕಾರಣಕ್ಕೆ ಇಂತಹ ಚಟ ತೀರಿಸಿಕೊಳ್ಳುತ್ತಾರೆ. ಹಿತ್ತಲ ಗಿಡ ಮದ್ದಲ್ಲ ಎನ್ನುವಂತೆ ನಮ್ಮಲ್ಲಿರುವ ಸಾಮರ್ಥ್ಯವನ್ನು ಕಡೆಗಣಿಸಿ ಬೇರೆಯವರನ್ನು ಹೊಗಳುತ್ತೇವೆ. ಬಿಲ್ವಪತ್ರೆಯಂತೆ ಪವಿತ್ರವಾದ ಮನಸ್ಸು ನಮ್ಮದಾಗಬೇಕು. ಯಾರೊಂದಿಗೂ ಹೋಲಿಕೆ ಮಾಡದೆ, ನಮ್ಮ ಗುರಿಯತ್ತ ಸಾಗುವುದೇ ನಿಜವಾದ ಯಶಸ್ಸು. ಇತರರ ಸಾಧನೆಯನ್ನು ಸ್ಫೂರ್ತಿಯಾಗಿ ತೆಗೆದುಕೊಳ್ಳಬೇಕೇ ಹೊರತು ಅಸೂಯೆಯಾಗಿ ಅಲ್ಲ. ಜೀವನ ಒಂದು ಓಟದ ಸ್ಪರ್ಧೆಯಲ್ಲ, ಅದು ಒಂದು ಸುಂದರ ಪಯಣ.: [900, 652, 1061, 929]
magenta-dot: [1396, 2240, 1406, 2251]
letter-2-body: ಮೈಸೂರು ರೈಲ್ವೆ ನಿಲ್ದಾಣ ದಿನೇ ದಿನೇ ಅಭಿವೃದ್ಧಿಯತ್ತ ತೆರೆದು ಕೊಳ್ಳುತ್ತಿದೆ. ಇದೇ ಸಂದರ್ಭದಲ್ಲಿ ಇಲ್ಲಿನ ಆಕರ್ಷಣೆಯ ಕಡೆಯ ನೂತನ ದ್ವಾರವನ್ನು ಡಿ. ಆರ್. ಕೆ.ನಾರಾಯಣ ಸ್ಮರಣಾರ್ಥ ‘ಮಾಲ್ಗುಡಿ ದ್ವಾರ’ ಎಂದು ಹೆಸರಿಸಿ ಮತ್ತು ಮುಖ್ಯದ್ವಾರವನ್ನು ಅವರ ನೆನಪಿನಲ್ಲಿ ‘ಮೈಸೂರು ಗುಂಡಾಲ ದ್ವಾರ’ ಎಂದು ನಾಮಕರಣ ಮಾಡಲಿ. ಮನ್ನ ಸಂಸದರು ಮನಸ್ಸು ಮಾಡಿದರೆ ಇದು ಅಸಾಧ್ಯವಾದ ಕಾರ್ಯವಲ್ಲ. ಜೊತೆಗೆ ಈ ನೂತನ ದ್ವಾರದಲ್ಲಿ ಟಿಕೆಟ್ ಕೌಂಟರ್ ತೆರೆಯಲಿ ಮತ್ತು ಆಟೋ ನಿಲ್ದಾಣವನ್ನು ವ್ಯವಸ್ಥೆಗೊಳಿಸಲಿ. ಹಾಗೆಯೇ ಉದಯಪುರ ಎಕ್ಸ್‌ಪ್ರೆಸ್ ಸಮಯ ಬದಲಿಸಲಿ.: [190, 1108, 512, 1221]
joke-answer: "ಇಲ್ಲ, ಅವರ ಭವಿಷ್ಯ ನನ್ನ ಕೈಯಲ್ಲಿದೆ. ಅವರ ಭೂತಕಾಲವನ್ನು ತಿಳಿದುಕೊಳ್ಳಲು ಬಯಸುವೆ": [266, 310, 468, 338]
bidi-headline: ಬೀದಿ ನಾಯಿಗಳ ಹಾವಳಿಗೆ ಮೇಕೆ, ಕುರಿ ಬಲಿ: [954, 1828, 1213, 1850]
open-quote-icon: “: [738, 395, 768, 456]
vedasullu-text: ಕೊಡುವವನ ಕೈ ಅನುಗಾಲವೂ ಮೇಲೆಯೇ: [282, 581, 418, 593]
page-label: ಪುಟ: [180, 161, 195, 173]
footer-rule: [176, 2150, 1449, 2152]
registration-dots-center: [787, 2237, 854, 2254]
author-phone: ಮೊ : 9449529434: [637, 243, 733, 255]
motto-line-2: (ಭೂಮಿಯು ಸತ್ಯದ ಮೇಲೆ ನಿಂತಿದೆ, ಸತ್ಯಕ್ಕಿಂತ ಮಿಗಿಲಾದ ಧರ್ಮವಿಲ್ಲ): [245, 436, 455, 446]
letters-section: [180, 644, 520, 1894]
masthead: ಮೈಸೂರು ಮಿತ್ರ: [768, 161, 907, 193]
amritavahini-box: [181, 499, 519, 544]
page-header: [176, 157, 1449, 206]
magenta-dot: [193, 2240, 203, 2251]
editor-line: ಸಂಪಾದಕ: ಎಂ. ಗೋವಿಂದೇಗೌಡ M.A.: [283, 458, 417, 469]
